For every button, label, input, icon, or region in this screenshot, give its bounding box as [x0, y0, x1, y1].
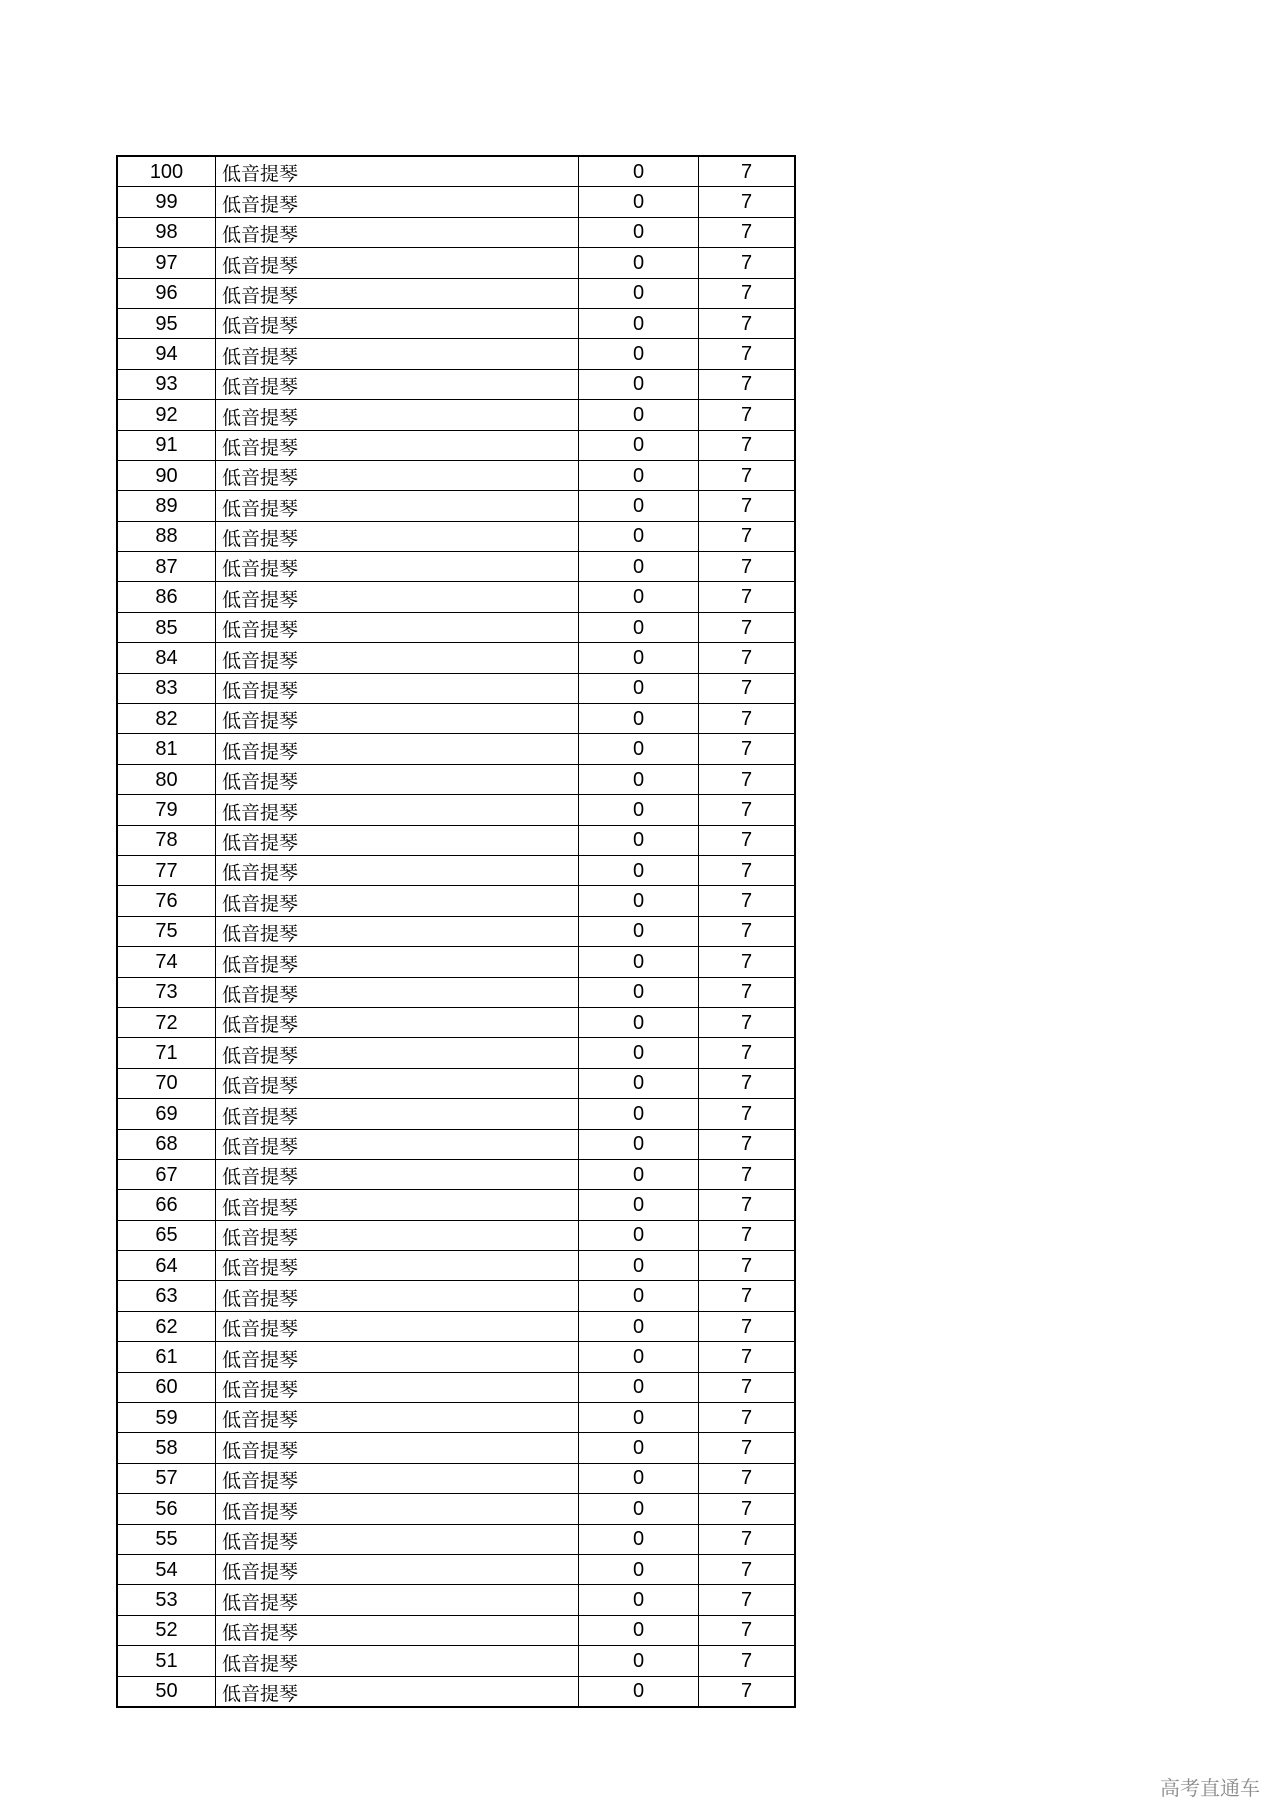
rank-cell: 97	[117, 248, 216, 278]
rank-cell: 65	[117, 1220, 216, 1250]
instrument-cell: 低音提琴	[216, 1615, 579, 1645]
instrument-cell: 低音提琴	[216, 582, 579, 612]
score-a-cell: 0	[579, 1251, 699, 1281]
table-row	[117, 1403, 795, 1433]
rank-cell: 69	[117, 1099, 216, 1129]
score-a-cell: 0	[579, 582, 699, 612]
rank-cell: 63	[117, 1281, 216, 1311]
instrument-cell: 低音提琴	[216, 1554, 579, 1584]
score-b-cell: 7	[699, 308, 796, 338]
table-row	[117, 1099, 795, 1129]
score-a-cell: 0	[579, 521, 699, 551]
table-row	[117, 1646, 795, 1676]
table-row	[117, 764, 795, 794]
instrument-cell: 低音提琴	[216, 156, 579, 187]
score-b-cell: 7	[699, 460, 796, 490]
score-a-cell: 0	[579, 1494, 699, 1524]
score-a-cell: 0	[579, 1342, 699, 1372]
instrument-cell: 低音提琴	[216, 278, 579, 308]
instrument-cell: 低音提琴	[216, 1190, 579, 1220]
score-a-cell: 0	[579, 855, 699, 885]
score-b-cell: 7	[699, 1433, 796, 1463]
score-a-cell: 0	[579, 460, 699, 490]
rank-cell: 81	[117, 734, 216, 764]
rank-cell: 54	[117, 1554, 216, 1584]
instrument-cell: 低音提琴	[216, 430, 579, 460]
score-b-cell: 7	[699, 1251, 796, 1281]
rank-cell: 85	[117, 612, 216, 642]
score-a-cell: 0	[579, 947, 699, 977]
instrument-cell: 低音提琴	[216, 1646, 579, 1676]
instrument-cell: 低音提琴	[216, 1585, 579, 1615]
rank-cell: 83	[117, 673, 216, 703]
rank-cell: 75	[117, 916, 216, 946]
rank-cell: 64	[117, 1251, 216, 1281]
score-b-cell: 7	[699, 582, 796, 612]
instrument-cell: 低音提琴	[216, 1372, 579, 1402]
score-b-cell: 7	[699, 1099, 796, 1129]
table-row	[117, 1676, 795, 1707]
rank-cell: 79	[117, 795, 216, 825]
instrument-cell: 低音提琴	[216, 704, 579, 734]
table-row	[117, 855, 795, 885]
instrument-cell: 低音提琴	[216, 1159, 579, 1189]
rank-cell: 53	[117, 1585, 216, 1615]
table-row	[117, 339, 795, 369]
table-row	[117, 947, 795, 977]
table-row	[117, 734, 795, 764]
table-row	[117, 1463, 795, 1493]
instrument-cell: 低音提琴	[216, 308, 579, 338]
rank-cell: 71	[117, 1038, 216, 1068]
table-row	[117, 643, 795, 673]
table-row	[117, 1159, 795, 1189]
score-b-cell: 7	[699, 886, 796, 916]
rank-cell: 91	[117, 430, 216, 460]
instrument-cell: 低音提琴	[216, 521, 579, 551]
instrument-cell: 低音提琴	[216, 795, 579, 825]
score-b-cell: 7	[699, 1281, 796, 1311]
rank-cell: 74	[117, 947, 216, 977]
score-a-cell: 0	[579, 1159, 699, 1189]
table-row	[117, 1524, 795, 1554]
score-a-cell: 0	[579, 1099, 699, 1129]
rank-cell: 56	[117, 1494, 216, 1524]
instrument-cell: 低音提琴	[216, 643, 579, 673]
table-row	[117, 795, 795, 825]
rank-cell: 73	[117, 977, 216, 1007]
table-row	[117, 977, 795, 1007]
score-b-cell: 7	[699, 855, 796, 885]
rank-cell: 96	[117, 278, 216, 308]
score-a-cell: 0	[579, 1554, 699, 1584]
score-b-cell: 7	[699, 156, 796, 187]
score-b-cell: 7	[699, 1220, 796, 1250]
score-a-cell: 0	[579, 612, 699, 642]
score-a-cell: 0	[579, 1281, 699, 1311]
instrument-cell: 低音提琴	[216, 400, 579, 430]
instrument-cell: 低音提琴	[216, 886, 579, 916]
rank-cell: 98	[117, 217, 216, 247]
table-row	[117, 1190, 795, 1220]
score-a-cell: 0	[579, 825, 699, 855]
table-row	[117, 1342, 795, 1372]
table-row	[117, 521, 795, 551]
score-b-cell: 7	[699, 187, 796, 217]
table-row	[117, 1038, 795, 1068]
rank-cell: 89	[117, 491, 216, 521]
table-row	[117, 1281, 795, 1311]
score-a-cell: 0	[579, 1403, 699, 1433]
score-b-cell: 7	[699, 217, 796, 247]
rank-cell: 88	[117, 521, 216, 551]
rank-cell: 94	[117, 339, 216, 369]
score-b-cell: 7	[699, 825, 796, 855]
instrument-cell: 低音提琴	[216, 1403, 579, 1433]
table-row	[117, 1554, 795, 1584]
rank-cell: 100	[117, 156, 216, 187]
rank-cell: 60	[117, 1372, 216, 1402]
instrument-cell: 低音提琴	[216, 1494, 579, 1524]
table-row	[117, 278, 795, 308]
rank-cell: 68	[117, 1129, 216, 1159]
table-row	[117, 1251, 795, 1281]
rank-cell: 55	[117, 1524, 216, 1554]
instrument-cell: 低音提琴	[216, 916, 579, 946]
score-a-cell: 0	[579, 1311, 699, 1341]
instrument-cell: 低音提琴	[216, 734, 579, 764]
score-b-cell: 7	[699, 764, 796, 794]
rank-cell: 72	[117, 1007, 216, 1037]
instrument-cell: 低音提琴	[216, 491, 579, 521]
instrument-cell: 低音提琴	[216, 369, 579, 399]
table-row	[117, 491, 795, 521]
table-row	[117, 1372, 795, 1402]
score-a-cell: 0	[579, 1433, 699, 1463]
score-b-cell: 7	[699, 1554, 796, 1584]
score-b-cell: 7	[699, 1585, 796, 1615]
rank-cell: 99	[117, 187, 216, 217]
score-a-cell: 0	[579, 369, 699, 399]
score-a-cell: 0	[579, 734, 699, 764]
instrument-cell: 低音提琴	[216, 1433, 579, 1463]
table-row	[117, 612, 795, 642]
rank-cell: 76	[117, 886, 216, 916]
score-b-cell: 7	[699, 1129, 796, 1159]
score-b-cell: 7	[699, 916, 796, 946]
instrument-cell: 低音提琴	[216, 855, 579, 885]
score-b-cell: 7	[699, 1342, 796, 1372]
table-row	[117, 552, 795, 582]
score-a-cell: 0	[579, 187, 699, 217]
rank-cell: 66	[117, 1190, 216, 1220]
rank-cell: 59	[117, 1403, 216, 1433]
score-b-cell: 7	[699, 1372, 796, 1402]
score-a-cell: 0	[579, 1372, 699, 1402]
score-a-cell: 0	[579, 248, 699, 278]
score-b-cell: 7	[699, 1463, 796, 1493]
score-a-cell: 0	[579, 217, 699, 247]
table-row	[117, 1007, 795, 1037]
rank-cell: 51	[117, 1646, 216, 1676]
instrument-cell: 低音提琴	[216, 1311, 579, 1341]
instrument-cell: 低音提琴	[216, 1220, 579, 1250]
score-a-cell: 0	[579, 977, 699, 1007]
score-a-cell: 0	[579, 764, 699, 794]
rank-cell: 77	[117, 855, 216, 885]
instrument-cell: 低音提琴	[216, 217, 579, 247]
table-row	[117, 825, 795, 855]
instrument-cell: 低音提琴	[216, 1251, 579, 1281]
score-a-cell: 0	[579, 1585, 699, 1615]
score-a-cell: 0	[579, 278, 699, 308]
score-b-cell: 7	[699, 1524, 796, 1554]
score-a-cell: 0	[579, 673, 699, 703]
score-a-cell: 0	[579, 1463, 699, 1493]
instrument-cell: 低音提琴	[216, 1007, 579, 1037]
score-b-cell: 7	[699, 673, 796, 703]
watermark-text: 高考直通车	[1160, 1776, 1260, 1800]
score-b-cell: 7	[699, 1190, 796, 1220]
instrument-cell: 低音提琴	[216, 1463, 579, 1493]
score-table	[116, 155, 796, 1708]
rank-cell: 87	[117, 552, 216, 582]
score-b-cell: 7	[699, 612, 796, 642]
score-b-cell: 7	[699, 278, 796, 308]
score-a-cell: 0	[579, 795, 699, 825]
rank-cell: 52	[117, 1615, 216, 1645]
score-a-cell: 0	[579, 1068, 699, 1098]
table-row	[117, 369, 795, 399]
score-a-cell: 0	[579, 1129, 699, 1159]
score-b-cell: 7	[699, 795, 796, 825]
table-row	[117, 704, 795, 734]
score-b-cell: 7	[699, 704, 796, 734]
score-b-cell: 7	[699, 491, 796, 521]
rank-cell: 95	[117, 308, 216, 338]
table-row	[117, 1129, 795, 1159]
table-row	[117, 430, 795, 460]
instrument-cell: 低音提琴	[216, 947, 579, 977]
instrument-cell: 低音提琴	[216, 1281, 579, 1311]
score-b-cell: 7	[699, 1403, 796, 1433]
instrument-cell: 低音提琴	[216, 612, 579, 642]
score-table-body	[117, 156, 795, 1707]
table-row	[117, 1615, 795, 1645]
table-row	[117, 308, 795, 338]
score-a-cell: 0	[579, 916, 699, 946]
table-row	[117, 1494, 795, 1524]
table-row	[117, 217, 795, 247]
score-b-cell: 7	[699, 1494, 796, 1524]
instrument-cell: 低音提琴	[216, 1038, 579, 1068]
table-row	[117, 1220, 795, 1250]
rank-cell: 92	[117, 400, 216, 430]
rank-cell: 61	[117, 1342, 216, 1372]
score-a-cell: 0	[579, 1220, 699, 1250]
rank-cell: 58	[117, 1433, 216, 1463]
instrument-cell: 低音提琴	[216, 673, 579, 703]
score-a-cell: 0	[579, 156, 699, 187]
score-b-cell: 7	[699, 1038, 796, 1068]
instrument-cell: 低音提琴	[216, 248, 579, 278]
score-b-cell: 7	[699, 1068, 796, 1098]
table-row	[117, 248, 795, 278]
score-a-cell: 0	[579, 643, 699, 673]
score-a-cell: 0	[579, 1615, 699, 1645]
instrument-cell: 低音提琴	[216, 977, 579, 1007]
score-b-cell: 7	[699, 248, 796, 278]
table-row	[117, 187, 795, 217]
table-row	[117, 886, 795, 916]
rank-cell: 57	[117, 1463, 216, 1493]
table-row	[117, 673, 795, 703]
score-a-cell: 0	[579, 1676, 699, 1707]
rank-cell: 70	[117, 1068, 216, 1098]
score-b-cell: 7	[699, 1646, 796, 1676]
score-a-cell: 0	[579, 339, 699, 369]
table-row	[117, 1433, 795, 1463]
score-b-cell: 7	[699, 400, 796, 430]
score-b-cell: 7	[699, 552, 796, 582]
rank-cell: 84	[117, 643, 216, 673]
score-b-cell: 7	[699, 643, 796, 673]
table-row	[117, 156, 795, 187]
score-b-cell: 7	[699, 1007, 796, 1037]
instrument-cell: 低音提琴	[216, 1129, 579, 1159]
rank-cell: 90	[117, 460, 216, 490]
instrument-cell: 低音提琴	[216, 339, 579, 369]
score-a-cell: 0	[579, 1646, 699, 1676]
rank-cell: 93	[117, 369, 216, 399]
instrument-cell: 低音提琴	[216, 187, 579, 217]
score-a-cell: 0	[579, 1190, 699, 1220]
table-row	[117, 400, 795, 430]
score-a-cell: 0	[579, 491, 699, 521]
score-a-cell: 0	[579, 430, 699, 460]
score-a-cell: 0	[579, 1007, 699, 1037]
score-b-cell: 7	[699, 977, 796, 1007]
score-a-cell: 0	[579, 400, 699, 430]
score-b-cell: 7	[699, 734, 796, 764]
instrument-cell: 低音提琴	[216, 825, 579, 855]
rank-cell: 86	[117, 582, 216, 612]
score-b-cell: 7	[699, 947, 796, 977]
score-b-cell: 7	[699, 369, 796, 399]
table-row	[117, 582, 795, 612]
rank-cell: 78	[117, 825, 216, 855]
score-b-cell: 7	[699, 521, 796, 551]
score-b-cell: 7	[699, 1159, 796, 1189]
instrument-cell: 低音提琴	[216, 1099, 579, 1129]
instrument-cell: 低音提琴	[216, 460, 579, 490]
instrument-cell: 低音提琴	[216, 764, 579, 794]
score-a-cell: 0	[579, 1038, 699, 1068]
table-row	[117, 1311, 795, 1341]
score-a-cell: 0	[579, 552, 699, 582]
table-row	[117, 916, 795, 946]
score-b-cell: 7	[699, 339, 796, 369]
instrument-cell: 低音提琴	[216, 1068, 579, 1098]
score-a-cell: 0	[579, 886, 699, 916]
score-b-cell: 7	[699, 430, 796, 460]
score-b-cell: 7	[699, 1676, 796, 1707]
score-a-cell: 0	[579, 1524, 699, 1554]
table-row	[117, 1068, 795, 1098]
score-b-cell: 7	[699, 1615, 796, 1645]
score-a-cell: 0	[579, 308, 699, 338]
instrument-cell: 低音提琴	[216, 1524, 579, 1554]
score-b-cell: 7	[699, 1311, 796, 1341]
rank-cell: 67	[117, 1159, 216, 1189]
instrument-cell: 低音提琴	[216, 1676, 579, 1707]
table-row	[117, 460, 795, 490]
score-a-cell: 0	[579, 704, 699, 734]
instrument-cell: 低音提琴	[216, 1342, 579, 1372]
rank-cell: 82	[117, 704, 216, 734]
table-row	[117, 1585, 795, 1615]
rank-cell: 80	[117, 764, 216, 794]
rank-cell: 62	[117, 1311, 216, 1341]
instrument-cell: 低音提琴	[216, 552, 579, 582]
rank-cell: 50	[117, 1676, 216, 1707]
